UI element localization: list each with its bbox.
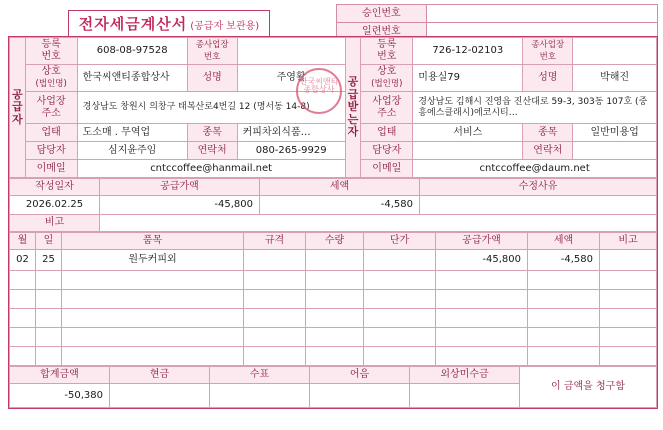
supplier-address-label bbox=[25, 92, 77, 124]
buyer-bizclass-label bbox=[523, 38, 573, 65]
items-header-note: 비고 bbox=[600, 233, 657, 250]
summary-reason-value[interactable] bbox=[420, 196, 657, 215]
totals-claim-text: 이 금액을 청구함 bbox=[520, 367, 657, 408]
supplier-name-label-l1: 상호 bbox=[41, 66, 61, 77]
supplier-address-label-l2: 주소 bbox=[41, 107, 61, 119]
buyer-tel-label: 연락처 bbox=[523, 142, 573, 160]
item-note bbox=[600, 309, 657, 328]
item-qty bbox=[306, 309, 364, 328]
item-supply bbox=[436, 271, 528, 290]
parties-row-address bbox=[10, 92, 657, 124]
buyer-regno-label bbox=[361, 38, 413, 65]
summary-tax-label: 세액 bbox=[260, 179, 420, 196]
summary-supply-label: 공급가액 bbox=[100, 179, 260, 196]
stamp-line2: 종합상사 bbox=[303, 85, 335, 95]
item-spec bbox=[244, 347, 306, 366]
item-supply bbox=[436, 347, 528, 366]
totals-check-value[interactable] bbox=[210, 384, 310, 408]
stamp-line1: 한국씨앤티 bbox=[299, 77, 339, 86]
item-spec bbox=[244, 290, 306, 309]
document-title-box bbox=[68, 10, 270, 38]
item-name: 원두커피외 bbox=[62, 250, 244, 271]
item-qty bbox=[306, 347, 364, 366]
buyer-type-label: 업태 bbox=[361, 124, 413, 142]
buyer-email-value[interactable]: cntccoffee@daum.net bbox=[413, 160, 657, 178]
buyer-name-value[interactable]: 미용실79 bbox=[413, 65, 523, 92]
buyer-name-label-l2: (법인명) bbox=[371, 79, 403, 89]
parties-row-type bbox=[10, 124, 657, 142]
table-row[interactable] bbox=[10, 271, 657, 290]
items-header-row bbox=[10, 233, 657, 250]
approval-number-label: 승인번호 bbox=[337, 5, 427, 23]
page-title-suffix: (공급자 보관용) bbox=[190, 21, 260, 32]
parties-row-name bbox=[10, 65, 657, 92]
buyer-item-label: 종목 bbox=[523, 124, 573, 142]
table-row[interactable] bbox=[10, 347, 657, 366]
item-spec bbox=[244, 250, 306, 271]
supplier-tel-label: 연락처 bbox=[187, 142, 237, 160]
item-day bbox=[36, 328, 62, 347]
summary-date-value[interactable]: 2026.02.25 bbox=[10, 196, 100, 215]
supplier-tel-value[interactable]: 080-265-9929 bbox=[237, 142, 345, 160]
table-row[interactable] bbox=[10, 328, 657, 347]
buyer-ceo-label: 성명 bbox=[523, 65, 573, 92]
item-unit-price bbox=[364, 309, 436, 328]
supplier-bizclass-label-l2: 번호 bbox=[203, 52, 221, 62]
supplier-address-label-l1: 사업장 bbox=[36, 95, 66, 107]
summary-note-label: 비고 bbox=[10, 215, 100, 232]
supplier-bizclass-label bbox=[187, 38, 237, 65]
supplier-ceo-value[interactable]: 주영활 bbox=[237, 65, 345, 92]
parties-table bbox=[9, 37, 657, 178]
totals-check-label: 수표 bbox=[210, 367, 310, 384]
buyer-manager-label: 담당자 bbox=[361, 142, 413, 160]
totals-total-value[interactable]: -50,380 bbox=[10, 384, 110, 408]
item-qty bbox=[306, 290, 364, 309]
item-month: 02 bbox=[10, 250, 36, 271]
item-spec bbox=[244, 271, 306, 290]
items-header-spec: 규격 bbox=[244, 233, 306, 250]
summary-table bbox=[9, 178, 657, 232]
item-tax bbox=[528, 309, 600, 328]
supplier-ceo-label: 성명 bbox=[187, 65, 237, 92]
buyer-manager-value[interactable] bbox=[413, 142, 523, 160]
item-note bbox=[600, 347, 657, 366]
item-month bbox=[10, 328, 36, 347]
item-day bbox=[36, 271, 62, 290]
item-tax bbox=[528, 290, 600, 309]
totals-credit-label: 외상미수금 bbox=[410, 367, 520, 384]
supplier-email-label: 이메일 bbox=[25, 160, 77, 178]
buyer-email-label: 이메일 bbox=[361, 160, 413, 178]
item-unit-price bbox=[364, 328, 436, 347]
item-unit-price bbox=[364, 290, 436, 309]
approval-number-value[interactable] bbox=[426, 5, 657, 23]
summary-date-label: 작성일자 bbox=[10, 179, 100, 196]
buyer-address-label-l1: 사업장 bbox=[372, 95, 402, 107]
supplier-item-label: 종목 bbox=[187, 124, 237, 142]
serial-number-label: 일련번호 bbox=[337, 23, 427, 41]
item-supply bbox=[436, 290, 528, 309]
supplier-manager-label: 담당자 bbox=[25, 142, 77, 160]
item-supply: -45,800 bbox=[436, 250, 528, 271]
buyer-regno-label-l1: 등록 bbox=[377, 39, 397, 50]
item-note bbox=[600, 328, 657, 347]
item-month bbox=[10, 347, 36, 366]
parties-row-manager bbox=[10, 142, 657, 160]
items-header-month: 월 bbox=[10, 233, 36, 250]
item-unit-price bbox=[364, 250, 436, 271]
summary-note-row bbox=[10, 215, 657, 232]
buyer-address-label bbox=[361, 92, 413, 124]
item-day bbox=[36, 347, 62, 366]
supplier-email-value[interactable]: cntccoffee@hanmail.net bbox=[77, 160, 345, 178]
items-header-name: 품목 bbox=[62, 233, 244, 250]
document-title-wrap bbox=[8, 10, 330, 38]
items-header-qty: 수량 bbox=[306, 233, 364, 250]
items-header-tax: 세액 bbox=[528, 233, 600, 250]
summary-header-row bbox=[10, 179, 657, 196]
buyer-bizclass-value[interactable] bbox=[573, 38, 657, 65]
parties-row-email bbox=[10, 160, 657, 178]
summary-supply-value[interactable]: -45,800 bbox=[100, 196, 260, 215]
item-day: 25 bbox=[36, 250, 62, 271]
invoice-body bbox=[8, 36, 658, 409]
totals-header-row bbox=[10, 367, 657, 384]
item-qty bbox=[306, 250, 364, 271]
item-name bbox=[62, 347, 244, 366]
item-qty bbox=[306, 271, 364, 290]
item-note bbox=[600, 290, 657, 309]
items-header-unit-price: 단가 bbox=[364, 233, 436, 250]
item-name bbox=[62, 271, 244, 290]
items-table bbox=[9, 232, 657, 366]
supplier-regno-label bbox=[25, 38, 77, 65]
supplier-item-value[interactable]: 커피차외식품… bbox=[237, 124, 345, 142]
supplier-regno-label-l1: 등록 bbox=[41, 39, 61, 50]
supplier-manager-value[interactable]: 심지윤주임 bbox=[77, 142, 187, 160]
item-name bbox=[62, 309, 244, 328]
buyer-side-caption: 공 급 받 는 자 bbox=[345, 38, 361, 178]
buyer-bizclass-label-l2: 번호 bbox=[539, 52, 556, 62]
item-unit-price bbox=[364, 347, 436, 366]
summary-tax-value[interactable]: -4,580 bbox=[260, 196, 420, 215]
item-month bbox=[10, 290, 36, 309]
item-tax: -4,580 bbox=[528, 250, 600, 271]
supplier-side-caption: 공 급 자 bbox=[10, 38, 26, 178]
item-unit-price bbox=[364, 271, 436, 290]
item-tax bbox=[528, 347, 600, 366]
item-month bbox=[10, 309, 36, 328]
buyer-address-value[interactable]: 경상남도 김해시 진영읍 진산대로 59-3, 303동 107호 (중흥에스클래시)에코시티… bbox=[413, 92, 657, 124]
item-note bbox=[600, 271, 657, 290]
buyer-name-label-l1: 상호 bbox=[377, 66, 397, 77]
item-tax bbox=[528, 271, 600, 290]
totals-cash-value[interactable] bbox=[110, 384, 210, 408]
item-month bbox=[10, 271, 36, 290]
buyer-type-value[interactable]: 서비스 bbox=[413, 124, 523, 142]
item-name bbox=[62, 290, 244, 309]
item-spec bbox=[244, 328, 306, 347]
summary-note-value[interactable] bbox=[100, 215, 657, 232]
buyer-bizclass-label-l1: 종사업장 bbox=[531, 40, 565, 50]
totals-table bbox=[9, 366, 657, 408]
items-header-supply: 공급가액 bbox=[436, 233, 528, 250]
totals-credit-value[interactable] bbox=[410, 384, 520, 408]
item-supply bbox=[436, 328, 528, 347]
table-row[interactable] bbox=[10, 290, 657, 309]
summary-value-row bbox=[10, 196, 657, 215]
buyer-ceo-value[interactable]: 박해진 bbox=[573, 65, 657, 92]
item-tax bbox=[528, 328, 600, 347]
item-qty bbox=[306, 328, 364, 347]
supplier-type-value[interactable]: 도소매 . 무역업 bbox=[77, 124, 187, 142]
supplier-regno-value[interactable]: 608-08-97528 bbox=[77, 38, 187, 65]
approval-row bbox=[337, 5, 658, 23]
supplier-bizclass-label-l1: 종사업장 bbox=[195, 40, 229, 50]
item-day bbox=[36, 309, 62, 328]
buyer-regno-label-l2: 번호 bbox=[377, 51, 397, 62]
supplier-name-label-l2: (법인명) bbox=[35, 79, 67, 89]
item-spec bbox=[244, 309, 306, 328]
buyer-regno-value[interactable]: 726-12-02103 bbox=[413, 38, 523, 65]
totals-cash-label: 현금 bbox=[110, 367, 210, 384]
buyer-name-label bbox=[361, 65, 413, 92]
items-header-day: 일 bbox=[36, 233, 62, 250]
table-row[interactable] bbox=[10, 309, 657, 328]
buyer-item-value[interactable]: 일반미용업 bbox=[573, 124, 657, 142]
supplier-name-value[interactable]: 한국씨앤티종합상사 bbox=[77, 65, 187, 92]
totals-note-value[interactable] bbox=[310, 384, 410, 408]
supplier-type-label: 업태 bbox=[25, 124, 77, 142]
supplier-regno-label-l2: 번호 bbox=[41, 51, 61, 62]
totals-total-label: 합계금액 bbox=[10, 367, 110, 384]
buyer-tel-value[interactable] bbox=[573, 142, 657, 160]
buyer-address-label-l2: 주소 bbox=[377, 107, 397, 119]
item-note bbox=[600, 250, 657, 271]
page-title: 전자세금계산서 bbox=[78, 15, 188, 33]
totals-note-label: 어음 bbox=[310, 367, 410, 384]
parties-row-regno bbox=[10, 38, 657, 65]
summary-reason-label: 수정사유 bbox=[420, 179, 657, 196]
item-day bbox=[36, 290, 62, 309]
table-row[interactable] bbox=[10, 250, 657, 271]
supplier-address-value[interactable]: 경상남도 창원시 의창구 태복산로4번길 12 (명서동 14-8) bbox=[77, 92, 345, 124]
supplier-bizclass-value[interactable] bbox=[237, 38, 345, 65]
item-supply bbox=[436, 309, 528, 328]
supplier-name-label bbox=[25, 65, 77, 92]
item-name bbox=[62, 328, 244, 347]
